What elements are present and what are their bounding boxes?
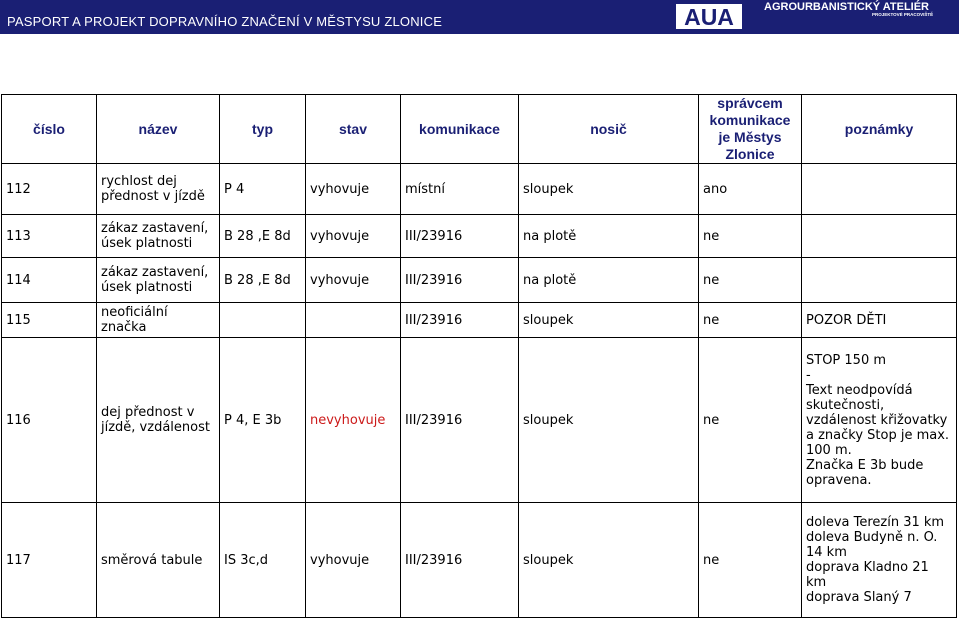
col-header-komunikace: komunikace: [401, 95, 519, 164]
cell-spravcem: ne: [699, 338, 802, 503]
col-header-poznamky: poznámky: [802, 95, 957, 164]
cell-cislo: 112: [2, 164, 97, 215]
cell-typ: [220, 303, 306, 338]
cell-typ: P 4, E 3b: [220, 338, 306, 503]
studio-subtitle: PROJEKTOVÉ PRACOVIŠTĚ: [872, 12, 934, 17]
cell-komunikace: III/23916: [401, 303, 519, 338]
table-row: [2, 258, 957, 303]
cell-nosic: sloupek: [519, 164, 699, 215]
header-bar: [0, 0, 959, 34]
cell-nazev: zákaz zastavení, úsek platnosti: [97, 258, 220, 303]
cell-poznamky: POZOR DĚTI: [802, 303, 957, 338]
cell-nosic: na plotě: [519, 215, 699, 258]
table-row: [2, 338, 957, 503]
cell-stav: nevyhovuje: [306, 338, 401, 503]
cell-spravcem: ne: [699, 215, 802, 258]
cell-nazev: neoficiální značka: [97, 303, 220, 338]
cell-stav: vyhovuje: [306, 215, 401, 258]
cell-komunikace: III/23916: [401, 338, 519, 503]
cell-stav: [306, 303, 401, 338]
note-line: Text neodpovídá skutečnosti, vzdálenost křižovatky a značky Stop je max. 100 m.: [806, 382, 950, 458]
note-line: doprava Kladno 21 km: [806, 560, 929, 590]
table-header-row: [2, 95, 957, 164]
col-header-cislo: číslo: [2, 95, 97, 164]
cell-typ: IS 3c,d: [220, 503, 306, 618]
cell-komunikace: III/23916: [401, 503, 519, 618]
col-header-spravcem: správcem komunikace je Městys Zlonice: [699, 95, 802, 164]
cell-cislo: 113: [2, 215, 97, 258]
logo-text: AUA: [684, 4, 734, 29]
table-row: [2, 164, 957, 215]
document-title: PASPORT A PROJEKT DOPRAVNÍHO ZNAČENÍ V MĚSTYSU ZLONICE: [7, 14, 443, 29]
note-line: doprava Slaný 7: [806, 590, 912, 605]
note-line: doleva Budyně n. O. 14 km: [806, 530, 938, 560]
col-header-nazev: název: [97, 95, 220, 164]
cell-cislo: 114: [2, 258, 97, 303]
cell-nosic: na plotě: [519, 258, 699, 303]
cell-typ: B 28 ,E 8d: [220, 215, 306, 258]
note-line: STOP 150 m: [806, 352, 887, 368]
table-row: [2, 303, 957, 338]
table-row: [2, 215, 957, 258]
cell-typ: P 4: [220, 164, 306, 215]
col-header-nosic: nosič: [519, 95, 699, 164]
aua-logo: [676, 4, 742, 29]
cell-komunikace: III/23916: [401, 215, 519, 258]
cell-nazev: zákaz zastavení, úsek platnosti: [97, 215, 220, 258]
cell-poznamky: [802, 164, 957, 215]
note-line: doleva Terezín 31 km: [806, 515, 945, 530]
signs-table: [1, 94, 957, 618]
cell-poznamky: [802, 258, 957, 303]
cell-nazev: rychlost dej přednost v jízdě: [97, 164, 220, 215]
cell-nazev: dej přednost v jízdě, vzdálenost: [97, 338, 220, 503]
cell-poznamky: [802, 215, 957, 258]
cell-nazev: směrová tabule: [97, 503, 220, 618]
cell-cislo: 116: [2, 338, 97, 503]
cell-spravcem: ne: [699, 303, 802, 338]
cell-spravcem: ne: [699, 503, 802, 618]
cell-poznamky: [802, 503, 957, 618]
note-line: Značka E 3b bude opravena.: [806, 457, 924, 488]
cell-stav: vyhovuje: [306, 164, 401, 215]
cell-spravcem: ano: [699, 164, 802, 215]
note-line: -: [806, 367, 811, 383]
table-row: [2, 503, 957, 618]
cell-cislo: 117: [2, 503, 97, 618]
cell-stav: vyhovuje: [306, 503, 401, 618]
cell-typ: B 28 ,E 8d: [220, 258, 306, 303]
cell-cislo: 115: [2, 303, 97, 338]
cell-nosic: sloupek: [519, 503, 699, 618]
studio-name: AGROURBANISTICKÝ ATELIÉR: [764, 1, 929, 13]
cell-spravcem: ne: [699, 258, 802, 303]
cell-nosic: sloupek: [519, 338, 699, 503]
cell-stav: vyhovuje: [306, 258, 401, 303]
cell-komunikace: III/23916: [401, 258, 519, 303]
col-header-typ: typ: [220, 95, 306, 164]
cell-nosic: sloupek: [519, 303, 699, 338]
cell-poznamky: [802, 338, 957, 503]
cell-komunikace: místní: [401, 164, 519, 215]
col-header-stav: stav: [306, 95, 401, 164]
